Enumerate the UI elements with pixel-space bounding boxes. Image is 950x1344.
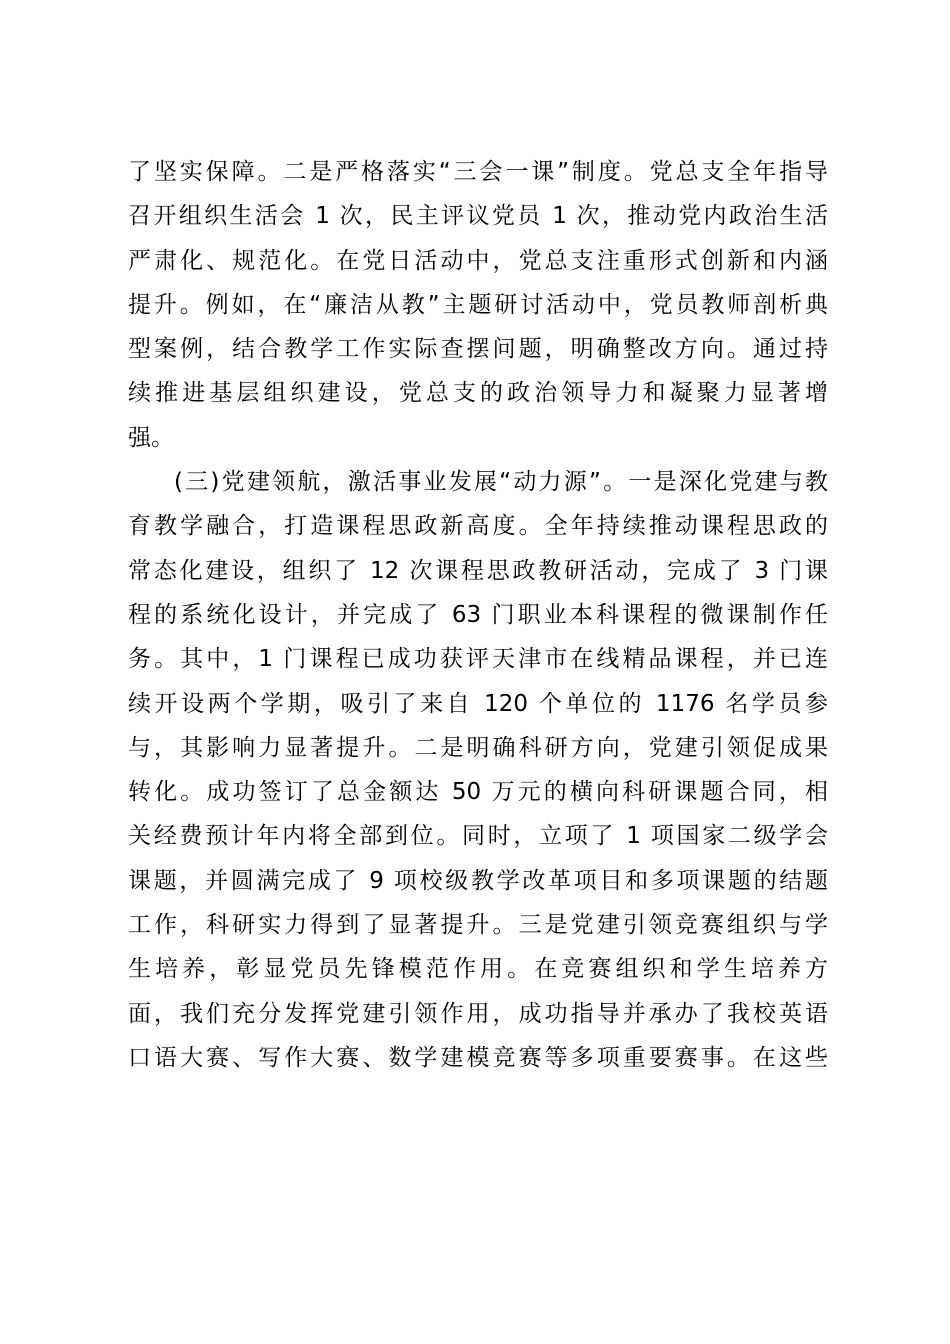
paragraph-2 [128,460,828,1080]
text-line: 转化。成功签订了总金额达 50 万元的横向科研课题合同，相 [128,779,828,806]
paragraph-1 [128,150,828,460]
text-line: 强。 [128,424,174,451]
text-line: 型案例，结合教学工作实际查摆问题，明确整改方向。通过持 [128,336,828,363]
text-line: 工作，科研实力得到了显著提升。三是党建引领竞赛组织与学 [128,912,828,939]
text-line: 续开设两个学期，吸引了来自 120 个单位的 1176 名学员参 [128,690,828,717]
text-line: 面，我们充分发挥党建引领作用，成功指导并承办了我校英语 [128,1000,828,1027]
text-line: (三)党建领航，激活事业发展“动力源”。一是深化党建与教 [174,469,828,496]
text-line: 严肃化、规范化。在党日活动中，党总支注重形式创新和内涵 [128,247,828,274]
text-line: 口语大赛、写作大赛、数学建模竞赛等多项重要赛事。在这些 [128,1044,828,1071]
document-body [128,150,828,1080]
text-line: 生培养，彰显党员先锋模范作用。在竞赛组织和学生培养方 [128,956,828,983]
text-line: 关经费预计年内将全部到位。同时，立项了 1 项国家二级学会 [128,823,828,850]
text-line: 课题，并圆满完成了 9 项校级教学改革项目和多项课题的结题 [128,867,828,894]
text-line: 与，其影响力显著提升。二是明确科研方向，党建引领促成果 [128,734,828,761]
text-line: 了坚实保障。二是严格落实“三会一课”制度。党总支全年指导 [128,159,828,185]
text-line: 提升。例如，在“廉洁从教”主题研讨活动中，党员教师剖析典 [128,291,828,318]
text-line: 育教学融合，打造课程思政新高度。全年持续推动课程思政的 [128,513,828,540]
text-line: 常态化建设，组织了 12 次课程思政教研活动，完成了 3 门课 [128,557,828,584]
text-line: 务。其中，1 门课程已成功获评天津市在线精品课程，并已连 [128,646,828,673]
text-line: 程的系统化设计，并完成了 63 门职业本科课程的微课制作任 [128,601,828,628]
text-line: 续推进基层组织建设，党总支的政治领导力和凝聚力显著增 [128,380,828,407]
text-line: 召开组织生活会 1 次，民主评议党员 1 次，推动党内政治生活 [128,203,828,230]
